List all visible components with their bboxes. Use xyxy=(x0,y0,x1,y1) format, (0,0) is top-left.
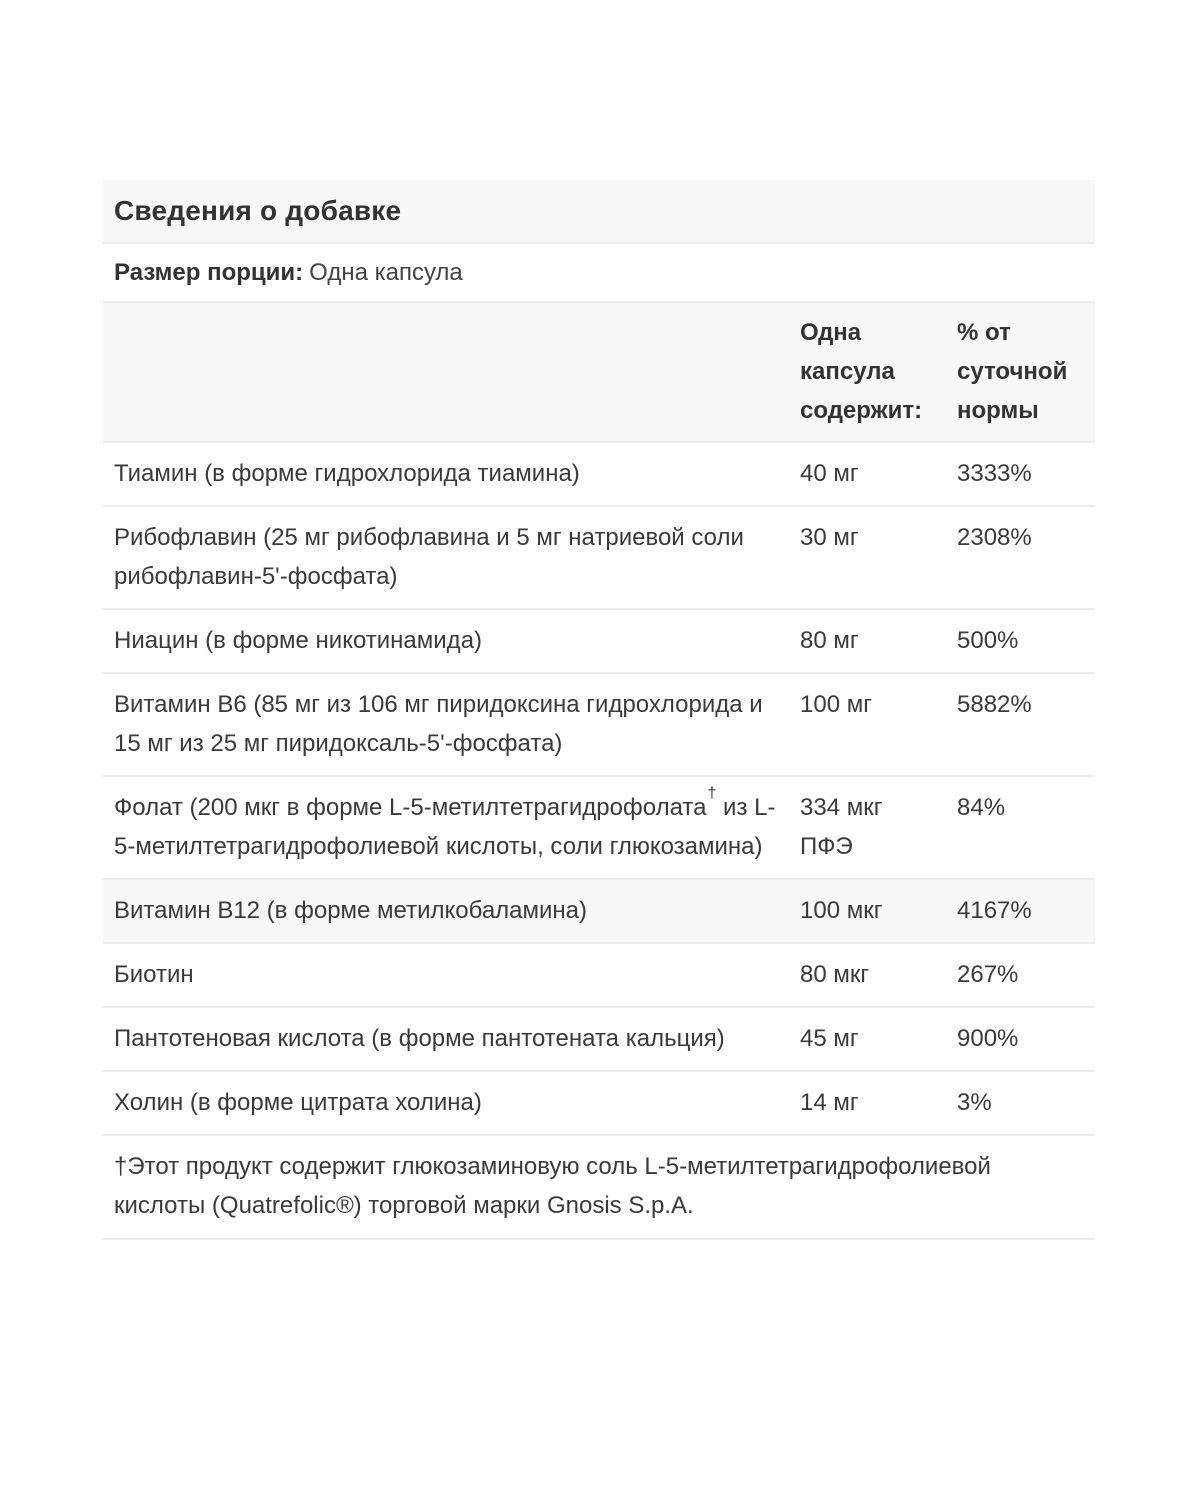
nutrient-name: Ниацин (в форме никотинамида) xyxy=(103,609,790,673)
table-row xyxy=(103,442,1095,506)
table-row xyxy=(103,506,1095,609)
serving-size-value: Одна капсула xyxy=(309,258,463,286)
nutrient-amount: 30 мг xyxy=(790,506,946,609)
serving-size-row xyxy=(103,244,1095,303)
supplement-facts-panel xyxy=(103,180,1095,1240)
nutrient-daily-value: 3% xyxy=(946,1071,1095,1135)
nutrient-amount: 14 мг xyxy=(790,1071,946,1135)
nutrient-name-continued: из L-5-метилтетрагидрофолиевой кислоты, соли глюкозамина) xyxy=(114,794,776,860)
header-daily-value: % от суточной нормы xyxy=(946,303,1095,442)
nutrient-amount: 100 мг xyxy=(790,673,946,776)
panel-title: Сведения о добавке xyxy=(114,195,402,226)
nutrient-amount: 80 мг xyxy=(790,609,946,673)
nutrient-amount: 80 мкг xyxy=(790,943,946,1007)
nutrient-name: Витамин B12 (в форме метилкобаламина) xyxy=(103,879,790,943)
nutrient-name-cell xyxy=(103,776,790,879)
table-row xyxy=(103,943,1095,1007)
nutrient-name: Витамин B6 (85 мг из 106 мг пиридоксина гидрохлорида и 15 мг из 25 мг пиридоксаль-5'-фосфата) xyxy=(103,673,790,776)
nutrient-daily-value: 900% xyxy=(946,1007,1095,1071)
table-row xyxy=(103,609,1095,673)
table-header-row xyxy=(103,303,1095,442)
nutrient-name: Тиамин (в форме гидрохлорида тиамина) xyxy=(103,442,790,506)
serving-size-label: Размер порции: xyxy=(114,258,304,286)
nutrient-amount: 40 мг xyxy=(790,442,946,506)
nutrient-daily-value: 3333% xyxy=(946,442,1095,506)
nutrient-daily-value: 500% xyxy=(946,609,1095,673)
nutrient-name: Фолат (200 мкг в форме L-5-метилтетрагидрофолата xyxy=(114,794,707,821)
nutrient-name: Рибофлавин (25 мг рибофлавина и 5 мг натриевой соли рибофлавин-5'-фосфата) xyxy=(103,506,790,609)
table-row xyxy=(103,879,1095,943)
panel-title-row xyxy=(103,180,1095,244)
header-amount: Одна капсула содержит: xyxy=(790,303,946,442)
nutrient-name: Биотин xyxy=(103,943,790,1007)
nutrient-name: Пантотеновая кислота (в форме пантотената кальция) xyxy=(103,1007,790,1071)
footnote-mark: † xyxy=(707,785,717,802)
footnote: †Этот продукт содержит глюкозаминовую соль L-5-метилтетрагидрофолиевой кислоты (Quatrefolic®) торговой марки Gnosis S.p.A. xyxy=(103,1136,1095,1240)
table-row xyxy=(103,1007,1095,1071)
table-row xyxy=(103,776,1095,879)
table-row xyxy=(103,673,1095,776)
nutrient-daily-value: 2308% xyxy=(946,506,1095,609)
table-row xyxy=(103,1071,1095,1135)
nutrient-amount: 334 мкг ПФЭ xyxy=(790,776,946,879)
nutrient-daily-value: 5882% xyxy=(946,673,1095,776)
facts-table xyxy=(103,303,1095,1136)
nutrient-daily-value: 4167% xyxy=(946,879,1095,943)
nutrient-daily-value: 84% xyxy=(946,776,1095,879)
header-name xyxy=(103,303,790,442)
nutrient-amount: 100 мкг xyxy=(790,879,946,943)
nutrient-name: Холин (в форме цитрата холина) xyxy=(103,1071,790,1135)
nutrient-amount: 45 мг xyxy=(790,1007,946,1071)
nutrient-daily-value: 267% xyxy=(946,943,1095,1007)
